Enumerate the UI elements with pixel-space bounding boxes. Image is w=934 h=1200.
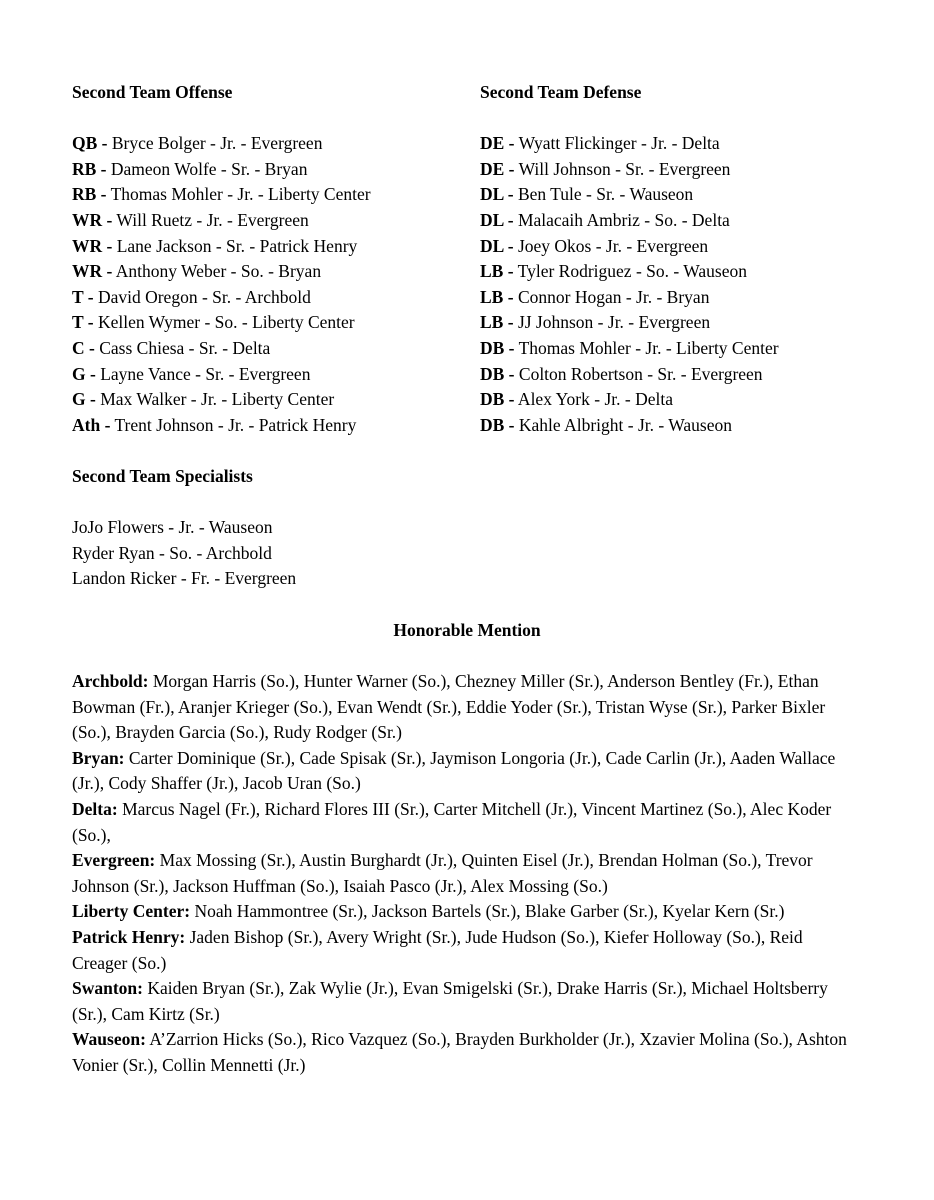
honorable-team-entry [72, 848, 852, 899]
offense-row [72, 362, 472, 388]
player-info: Anthony Weber - So. - Bryan [112, 261, 322, 282]
team-players: Kaiden Bryan (Sr.), Zak Wylie (Jr.), Evan Smigelski (Sr.), Drake Harris (Sr.), Michael Holtsberry (Sr.), Cam Kirtz (Sr.) [72, 978, 828, 1024]
team-name: Swanton: [72, 978, 143, 999]
position-label: C - [72, 337, 95, 358]
position-label: DE - [480, 133, 515, 154]
offense-list [72, 131, 472, 438]
player-info: David Oregon - Sr. - Archbold [93, 286, 311, 307]
position-label: Ath - [72, 414, 111, 435]
position-label: RB - [72, 184, 107, 205]
honorable-team-entry [72, 976, 852, 1027]
specialists-list [72, 515, 472, 592]
player-info: Tyler Rodriguez - So. - Wauseon [513, 261, 747, 282]
defense-row [480, 285, 900, 311]
honorable-team-entry [72, 669, 852, 746]
position-label: DE - [480, 158, 515, 179]
position-label: WR - [72, 209, 113, 230]
team-players: Morgan Harris (So.), Hunter Warner (So.), Chezney Miller (Sr.), Anderson Bentley (Fr.), Ethan Bowman (Fr.), Aranjer Krieger (So.), Evan Wendt (Sr.), Eddie Yoder (Sr.), Tristan Wyse (Sr.), Parker Bixler (So.), Brayden Garcia (So.), Rudy Rodger (Sr.) [72, 671, 826, 743]
honorable-team-entry [72, 925, 852, 976]
player-info: Will Johnson - Sr. - Evergreen [514, 158, 731, 179]
player-info: Bryce Bolger - Jr. - Evergreen [107, 133, 323, 154]
position-label: DB - [480, 337, 515, 358]
team-name: Liberty Center: [72, 901, 191, 922]
player-info: Colton Robertson - Sr. - Evergreen [514, 363, 763, 384]
second-team-specialists-section [72, 464, 472, 592]
honorable-team-entry [72, 899, 852, 925]
player-info: Layne Vance - Sr. - Evergreen [95, 363, 311, 384]
team-name: Wauseon: [72, 1029, 146, 1050]
position-label: T - [72, 312, 94, 333]
team-name: Patrick Henry: [72, 926, 186, 947]
defense-row [480, 259, 900, 285]
offense-row [72, 182, 472, 208]
honorable-mention-section [72, 669, 852, 1079]
offense-heading: Second Team Offense [72, 82, 233, 102]
offense-row [72, 387, 472, 413]
team-players: Jaden Bishop (Sr.), Avery Wright (Sr.), Jude Hudson (So.), Kiefer Holloway (So.), Reid Creager (So.) [72, 926, 803, 973]
position-label: QB - [72, 133, 108, 154]
offense-row [72, 157, 472, 183]
defense-row [480, 387, 900, 413]
defense-row [480, 413, 900, 439]
defense-row [480, 310, 900, 336]
team-name: Delta: [72, 798, 118, 819]
player-info: Will Ruetz - Jr. - Evergreen [112, 209, 309, 230]
player-info: Malacaih Ambriz - So. - Delta [513, 209, 730, 230]
player-info: Wyatt Flickinger - Jr. - Delta [514, 133, 720, 154]
position-label: DL - [480, 235, 514, 256]
defense-row [480, 208, 900, 234]
team-players: A’Zarrion Hicks (So.), Rico Vazquez (So.), Brayden Burkholder (Jr.), Xzavier Molina (So.), Ashton Vonier (Sr.), Collin Mennetti (Jr.) [72, 1029, 847, 1075]
position-label: T - [72, 286, 94, 307]
player-info: Dameon Wolfe - Sr. - Bryan [106, 158, 308, 179]
team-players: Marcus Nagel (Fr.), Richard Flores III (Sr.), Carter Mitchell (Jr.), Vincent Martinez (So.), Alec Koder (So.), [72, 798, 832, 845]
defense-row [480, 362, 900, 388]
team-name: Evergreen: [72, 850, 156, 871]
offense-row [72, 208, 472, 234]
honorable-team-entry [72, 1027, 852, 1078]
position-label: WR - [72, 235, 113, 256]
player-info: Trent Johnson - Jr. - Patrick Henry [110, 414, 357, 435]
position-label: DL - [480, 184, 514, 205]
specialist-row: JoJo Flowers - Jr. - Wauseon [72, 517, 273, 538]
player-info: Ben Tule - Sr. - Wauseon [513, 184, 694, 205]
player-info: JJ Johnson - Jr. - Evergreen [513, 312, 711, 333]
defense-row [480, 182, 900, 208]
specialist-row: Ryder Ryan - So. - Archbold [72, 542, 272, 563]
offense-row [72, 413, 472, 439]
defense-list [480, 131, 900, 438]
team-players: Noah Hammontree (Sr.), Jackson Bartels (Sr.), Blake Garber (Sr.), Kyelar Kern (Sr.) [190, 901, 785, 922]
player-info: Kahle Albright - Jr. - Wauseon [514, 414, 732, 435]
honorable-mention-heading: Honorable Mention [393, 620, 541, 640]
defense-row [480, 336, 900, 362]
position-label: DB - [480, 363, 515, 384]
team-name: Archbold: [72, 671, 149, 691]
team-players: Max Mossing (Sr.), Austin Burghardt (Jr.), Quinten Eisel (Jr.), Brendan Holman (So.), Trevor Johnson (Sr.), Jackson Huffman (So.), Isaiah Pasco (Jr.), Alex Mossing (So.) [72, 850, 813, 896]
team-players: Carter Dominique (Sr.), Cade Spisak (Sr.), Jaymison Longoria (Jr.), Cade Carlin (Jr.), Aaden Wallace (Jr.), Cody Shaffer (Jr.), Jacob Uran (So.) [72, 747, 836, 794]
position-label: LB - [480, 286, 514, 307]
player-info: Cass Chiesa - Sr. - Delta [94, 337, 271, 358]
honorable-team-entry [72, 746, 852, 797]
offense-row [72, 310, 472, 336]
defense-row [480, 131, 900, 157]
defense-row [480, 157, 900, 183]
position-label: LB - [480, 261, 514, 282]
defense-heading: Second Team Defense [480, 82, 642, 102]
offense-row [72, 131, 472, 157]
position-label: LB - [480, 312, 514, 333]
position-label: DB - [480, 389, 515, 410]
position-label: WR - [72, 261, 113, 282]
offense-row [72, 336, 472, 362]
specialists-heading: Second Team Specialists [72, 466, 253, 486]
position-label: RB - [72, 158, 107, 179]
second-team-offense-section [72, 80, 472, 438]
player-info: Thomas Mohler - Jr. - Liberty Center [514, 337, 779, 358]
player-info: Lane Jackson - Sr. - Patrick Henry [112, 235, 358, 256]
position-label: G - [72, 363, 96, 384]
defense-row [480, 234, 900, 260]
player-info: Max Walker - Jr. - Liberty Center [95, 389, 335, 410]
position-label: DB - [480, 414, 515, 435]
player-info: Connor Hogan - Jr. - Bryan [513, 286, 710, 307]
position-label: DL - [480, 209, 514, 230]
second-team-defense-section [480, 80, 900, 438]
specialist-row: Landon Ricker - Fr. - Evergreen [72, 568, 297, 589]
team-name: Bryan: [72, 747, 125, 768]
player-info: Kellen Wymer - So. - Liberty Center [93, 312, 355, 333]
player-info: Thomas Mohler - Jr. - Liberty Center [106, 184, 371, 205]
player-info: Joey Okos - Jr. - Evergreen [513, 235, 709, 256]
honorable-team-entry [72, 797, 852, 848]
offense-row [72, 259, 472, 285]
position-label: G - [72, 389, 96, 410]
offense-row [72, 234, 472, 260]
offense-row [72, 285, 472, 311]
player-info: Alex York - Jr. - Delta [514, 389, 673, 410]
